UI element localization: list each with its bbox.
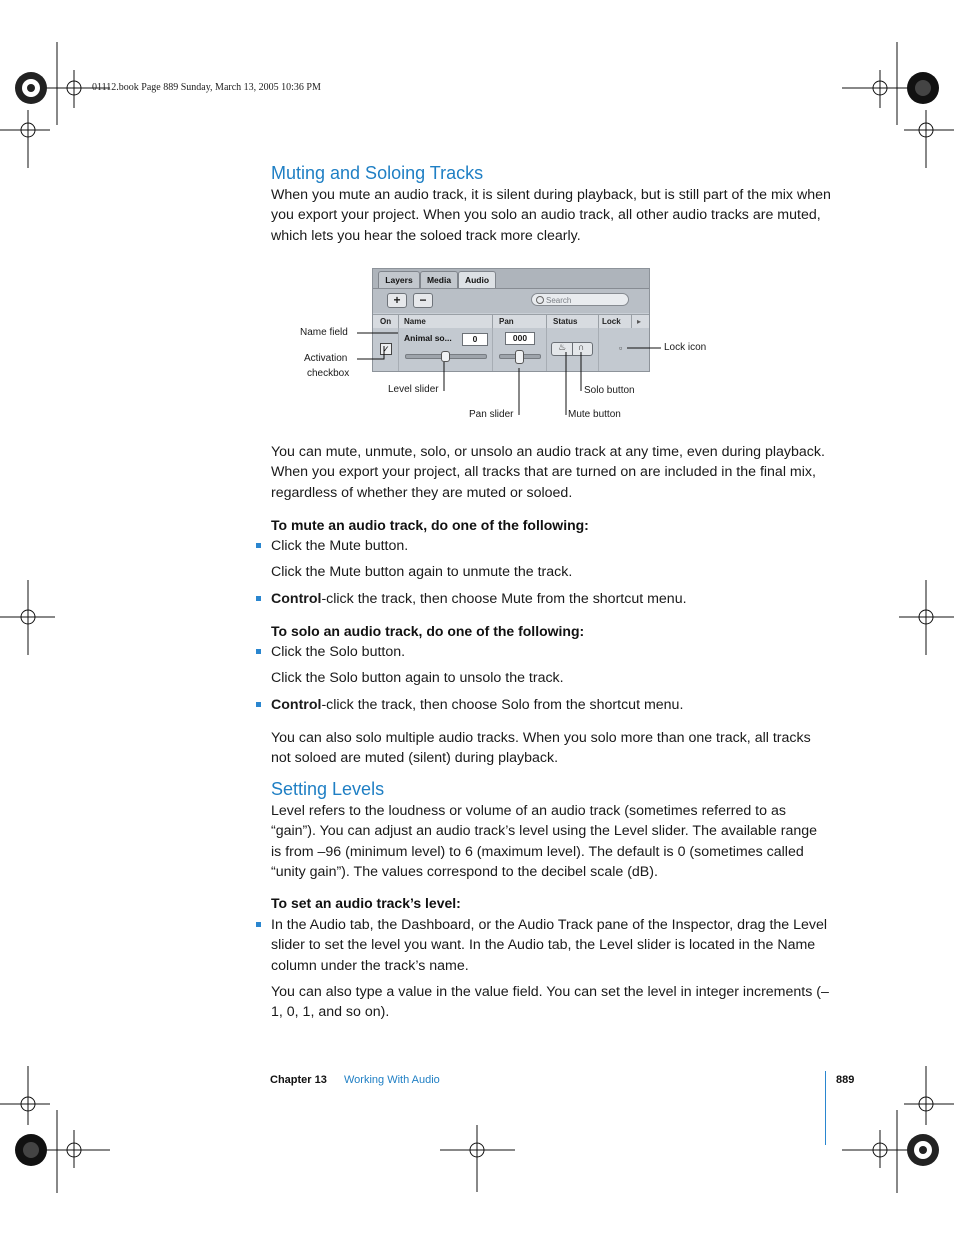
status-buttons — [551, 342, 593, 356]
solo-bullet-1-text: Click the Solo button. — [271, 644, 406, 660]
row-divider — [492, 328, 493, 371]
column-header — [373, 314, 649, 329]
activation-checkbox[interactable]: ✓ — [380, 343, 392, 355]
column-status[interactable]: Status — [553, 317, 578, 326]
tab-layers[interactable]: Layers — [378, 271, 420, 288]
levels-bullet — [271, 915, 831, 976]
solo-bullet-2 — [271, 695, 831, 715]
callout-name-field: Name field — [300, 327, 348, 338]
callout-solo-button: Solo button — [584, 385, 635, 396]
search-placeholder: Search — [546, 296, 572, 305]
mute-bullet-2-key: Control — [271, 591, 322, 607]
track-row[interactable] — [373, 328, 649, 371]
callout-level-slider: Level slider — [388, 384, 439, 395]
mute-lead: To mute an audio track, do one of the following: — [271, 517, 589, 533]
audio-panel — [372, 268, 650, 372]
pan-value-field[interactable]: 000 — [505, 332, 535, 345]
mute-bullet-2-text: -click the track, then choose Mute from the shortcut menu. — [321, 591, 687, 607]
levels-note: You can also type a value in the value field. You can set the level in integer increments (–1, 0, 1, and so on). — [271, 984, 829, 1021]
solo-bullet-2-key: Control — [271, 697, 322, 713]
column-divider — [492, 315, 493, 328]
print-header: 01112.book Page 889 Sunday, March 13, 2005 10:36 PM — [92, 82, 321, 93]
levels-lead: To set an audio track’s level: — [271, 895, 461, 911]
mute-bullet-1 — [271, 536, 831, 556]
column-scroll-arrow-icon[interactable]: ▸ — [637, 317, 642, 326]
footer-chapter: Chapter 13 — [270, 1074, 327, 1086]
footer-divider — [825, 1071, 826, 1145]
row-divider — [598, 328, 599, 371]
tab-bar — [373, 269, 649, 289]
bullet-marker — [256, 702, 261, 707]
bullet-marker — [256, 596, 261, 601]
callout-activation-line1: Activation — [304, 353, 348, 364]
bullet-marker — [256, 543, 261, 548]
remove-button[interactable]: − — [413, 293, 433, 308]
column-on[interactable]: On — [380, 317, 392, 326]
toolbar — [373, 289, 649, 313]
column-divider — [546, 315, 547, 328]
section-title-muting: Muting and Soloing Tracks — [271, 163, 484, 183]
column-divider — [398, 315, 399, 328]
bullet-marker — [256, 649, 261, 654]
lock-icon[interactable]: ▫ — [619, 343, 623, 353]
mute-button[interactable]: ♨ — [558, 342, 567, 352]
mute-bullet-2 — [271, 589, 831, 609]
page-number: 889 — [836, 1074, 855, 1086]
solo-lead: To solo an audio track, do one of the following: — [271, 623, 585, 639]
callout-lock-icon: Lock icon — [664, 342, 707, 353]
level-value-field[interactable]: 0 — [462, 333, 488, 346]
solo-bullet-2-text: -click the track, then choose Solo from the shortcut menu. — [321, 697, 684, 713]
solo-bullet-1 — [271, 642, 831, 662]
search-icon — [536, 296, 544, 304]
footer-chapter-title: Working With Audio — [344, 1074, 440, 1086]
row-divider — [546, 328, 547, 371]
tab-audio[interactable]: Audio — [458, 271, 496, 288]
bullet-marker — [256, 922, 261, 927]
level-slider-knob[interactable] — [441, 351, 450, 362]
column-pan[interactable]: Pan — [499, 317, 514, 326]
name-field[interactable]: Animal so... — [404, 333, 452, 343]
mute-note: Click the Mute button again to unmute the track. — [271, 564, 573, 580]
mute-bullet-1-text: Click the Mute button. — [271, 538, 409, 554]
paragraph-multiple-solo: You can also solo multiple audio tracks. When you solo more than one track, all tracks not soloed are muted (silent) during playback. — [271, 730, 811, 767]
column-name[interactable]: Name — [404, 317, 426, 326]
status-divider — [572, 343, 573, 355]
levels-bullet-text: In the Audio tab, the Dashboard, or the Audio Track pane of the Inspector, drag the Level slider to set the level you want. In the Audio tab, the Level slider is located in the Name column under the track’s name. — [271, 917, 828, 974]
paragraph-mute-solo: You can mute, unmute, solo, or unsolo an audio track at any time, even during playback. When you export your project, all tracks that are turned on are included in the final mix, regardless of whether they are muted or soloed. — [271, 444, 825, 501]
column-lock[interactable]: Lock — [602, 317, 621, 326]
callout-pan-slider: Pan slider — [469, 409, 514, 420]
callout-activation-line2: checkbox — [307, 368, 350, 379]
solo-note: Click the Solo button again to unsolo the track. — [271, 670, 564, 686]
solo-button[interactable]: ∩ — [578, 342, 585, 352]
levels-paragraph: Level refers to the loudness or volume of an audio track (sometimes referred to as “gain”). You can adjust an audio track’s level using the Level slider. The available range is from –96 (minimum level) to 6 (maximum level). The default is 0 (sometimes called “unity gain”). The values correspond to the decibel scale (dB). — [271, 803, 818, 881]
column-divider — [631, 315, 632, 328]
tab-media[interactable]: Media — [420, 271, 458, 288]
row-divider — [398, 328, 399, 371]
pan-slider-knob[interactable] — [515, 350, 524, 364]
column-divider — [598, 315, 599, 328]
section-title-setting-levels: Setting Levels — [271, 779, 385, 799]
callout-mute-button: Mute button — [568, 409, 621, 420]
intro-paragraph: When you mute an audio track, it is silent during playback, but is still part of the mix when you export your project. When you solo an audio track, all other audio tracks are muted, which lets you hear the soloed track more clearly. — [271, 187, 831, 244]
add-button[interactable]: + — [387, 293, 407, 308]
search-input[interactable] — [531, 293, 629, 306]
